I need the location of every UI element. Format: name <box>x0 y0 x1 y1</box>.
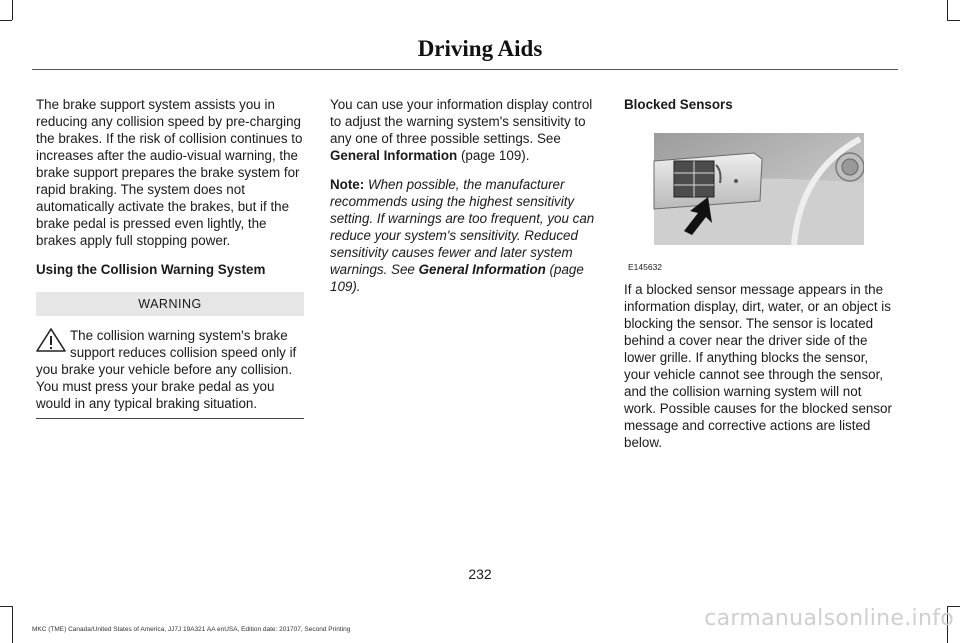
cross-reference: General Information <box>330 148 458 163</box>
crop-mark <box>12 0 13 20</box>
header-divider <box>32 69 898 70</box>
section-heading: Using the Collision Warning System <box>36 262 266 277</box>
figure-id: E145632 <box>628 262 663 272</box>
crop-mark <box>0 606 12 607</box>
page-reference: (page 109). <box>330 262 584 294</box>
column-middle <box>330 96 602 307</box>
note-label: Note: <box>330 177 365 192</box>
warning-triangle-icon <box>36 328 66 352</box>
column-right <box>624 96 896 463</box>
cross-reference: General Information <box>418 262 546 277</box>
page-reference: (page 109). <box>457 148 530 163</box>
blocked-sensor-paragraph: If a blocked sensor message appears in the information display, dirt, water, or an object is blocking the sensor. The sensor is located behind a cover near the driver side of the lower grille. If anything blocks the sensor, your vehicle cannot see through the sensor, and the collision warning system will not work. Possible causes for the blocked sensor message and corrective actions are listed below. <box>624 282 892 450</box>
warning-label: WARNING <box>36 292 304 316</box>
crop-mark <box>947 20 960 21</box>
sensitivity-text: You can use your information display control to adjust the warning system's sensitivity to any one of three possible settings. See <box>330 97 593 146</box>
page-number: 232 <box>468 566 492 582</box>
column-left <box>36 96 304 419</box>
watermark: carmanualsonline.info <box>704 606 954 631</box>
warning-box <box>36 327 304 419</box>
note-paragraph <box>330 176 602 295</box>
edition-footer: MKC (TME) Canada/United States of America, JJ7J 19A321 AA enUSA, Edition date: 201707, Second Printing <box>32 626 351 633</box>
crop-mark <box>0 20 12 21</box>
page-title: Driving Aids <box>417 36 543 61</box>
warning-text: The collision warning system's brake support reduces collision speed only if you brake your vehicle before any collision. You must press your brake pedal as you would in any typical braking situation. <box>36 328 297 411</box>
sensor-illustration <box>624 131 864 271</box>
crop-mark <box>12 606 13 643</box>
sensitivity-paragraph <box>330 96 602 164</box>
section-heading: Blocked Sensors <box>624 97 733 112</box>
crop-mark <box>947 0 948 20</box>
note-text: When possible, the manufacturer recommends using the highest sensitivity setting. If warnings are too frequent, you can reduce your system's sensitivity. Reduced sensitivity causes fewer and later system warnings. See <box>330 177 595 277</box>
grille-sensor-image <box>624 131 864 251</box>
brake-support-paragraph: The brake support system assists you in reducing any collision speed by pre-charging the brakes. If the risk of collision continues to increases after the audio-visual warning, the brake support prepares the brake system for rapid braking. The system does not automatically activate the brakes, but if the brake pedal is pressed even lightly, the brakes apply full stopping power. <box>36 97 303 248</box>
warning-divider <box>36 418 304 419</box>
